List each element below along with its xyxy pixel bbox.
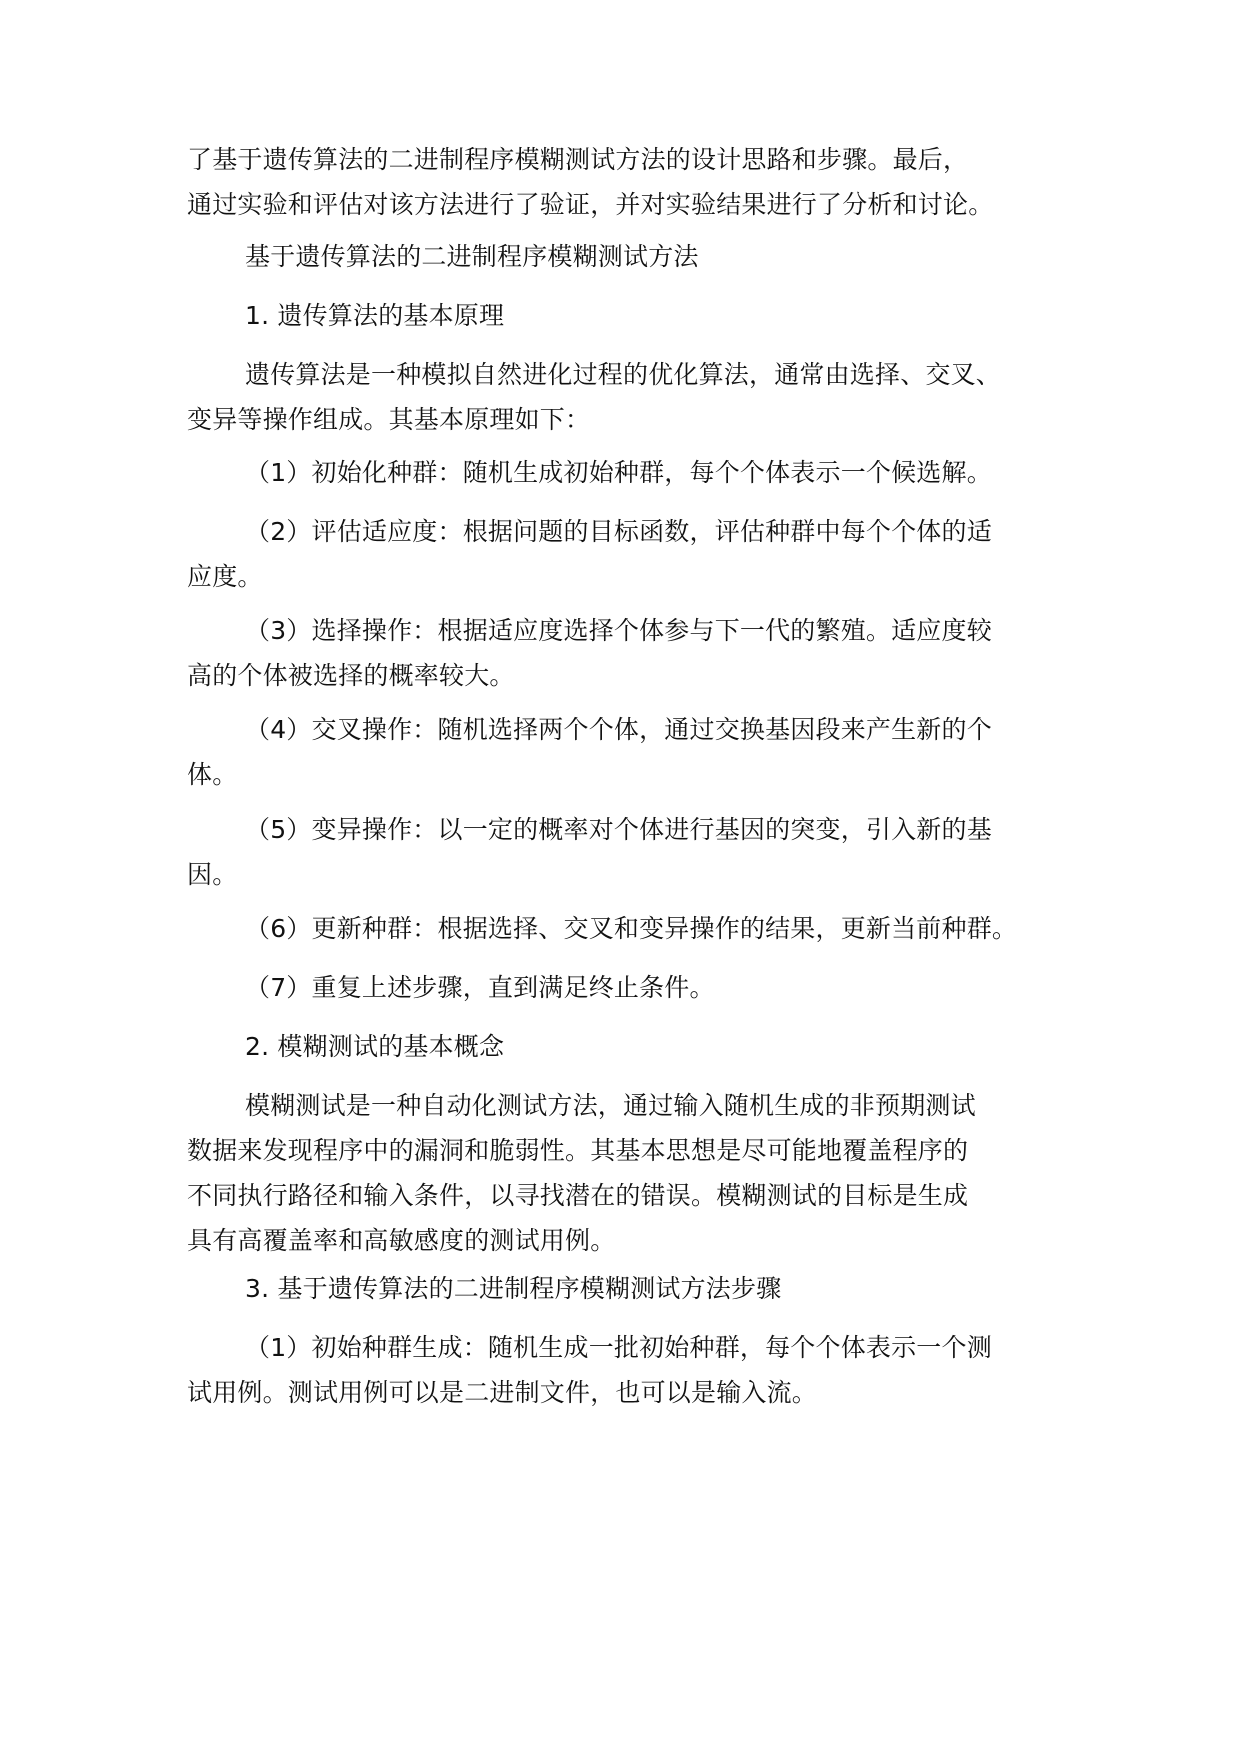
text-line: 变异等操作组成。其基本原理如下： [187, 405, 591, 434]
paragraph-fuzz-intro [187, 1083, 1067, 1263]
paragraph-intro [187, 137, 1067, 227]
text-line: 1. 遗传算法的基本原理 [245, 301, 505, 330]
text-line: （1）初始种群生成：随机生成一批初始种群，每个个体表示一个测 [245, 1333, 992, 1362]
paragraph-ga-step-7 [187, 965, 1125, 1010]
text-line: （3）选择操作：根据适应度选择个体参与下一代的繁殖。适应度较 [245, 616, 992, 645]
text-line: 3. 基于遗传算法的二进制程序模糊测试方法步骤 [245, 1274, 782, 1303]
text-line: 基于遗传算法的二进制程序模糊测试方法 [245, 242, 699, 271]
text-line: 试用例。测试用例可以是二进制文件，也可以是输入流。 [187, 1378, 818, 1407]
text-line: （4）交叉操作：随机选择两个个体，通过交换基因段来产生新的个 [245, 715, 992, 744]
text-line: 不同执行路径和输入条件，以寻找潜在的错误。模糊测试的目标是生成 [187, 1181, 969, 1210]
paragraph-ga-step-1 [187, 450, 1125, 495]
paragraph-ga-step-5 [187, 807, 1067, 897]
paragraph-ga-intro [187, 352, 1067, 442]
paragraph-ga-step-4 [187, 707, 1067, 797]
heading-method-steps [187, 1266, 1125, 1311]
text-line: 数据来发现程序中的漏洞和脆弱性。其基本思想是尽可能地覆盖程序的 [187, 1136, 969, 1165]
text-line: 因。 [187, 860, 238, 889]
text-line: （1）初始化种群：随机生成初始种群，每个个体表示一个候选解。 [245, 458, 992, 487]
paragraph-ga-step-3 [187, 608, 1067, 698]
section-title [187, 234, 1125, 279]
text-line: （5）变异操作：以一定的概率对个体进行基因的突变，引入新的基 [245, 815, 992, 844]
paragraph-ga-step-6 [187, 906, 1125, 951]
heading-fuzz-testing-concept [187, 1024, 1125, 1069]
text-line: 体。 [187, 760, 238, 789]
text-line: （7）重复上述步骤，直到满足终止条件。 [245, 973, 715, 1002]
text-line: 应度。 [187, 562, 263, 591]
text-line: 2. 模糊测试的基本概念 [245, 1032, 505, 1061]
text-line: 高的个体被选择的概率较大。 [187, 661, 515, 690]
paragraph-method-step-1 [187, 1325, 1067, 1415]
text-line: 通过实验和评估对该方法进行了验证，并对实验结果进行了分析和讨论。 [187, 190, 994, 219]
heading-genetic-algorithm-principle [187, 293, 1125, 338]
paragraph-ga-step-2 [187, 509, 1067, 599]
text-line: （2）评估适应度：根据问题的目标函数，评估种群中每个个体的适 [245, 517, 992, 546]
text-line: 遗传算法是一种模拟自然进化过程的优化算法，通常由选择、交叉、 [245, 360, 1002, 389]
text-line: 具有高覆盖率和高敏感度的测试用例。 [187, 1226, 616, 1255]
text-line: 模糊测试是一种自动化测试方法，通过输入随机生成的非预期测试 [245, 1091, 976, 1120]
text-line: （6）更新种群：根据选择、交叉和变异操作的结果，更新当前种群。 [245, 914, 1018, 943]
text-line: 了基于遗传算法的二进制程序模糊测试方法的设计思路和步骤。最后， [187, 145, 969, 174]
